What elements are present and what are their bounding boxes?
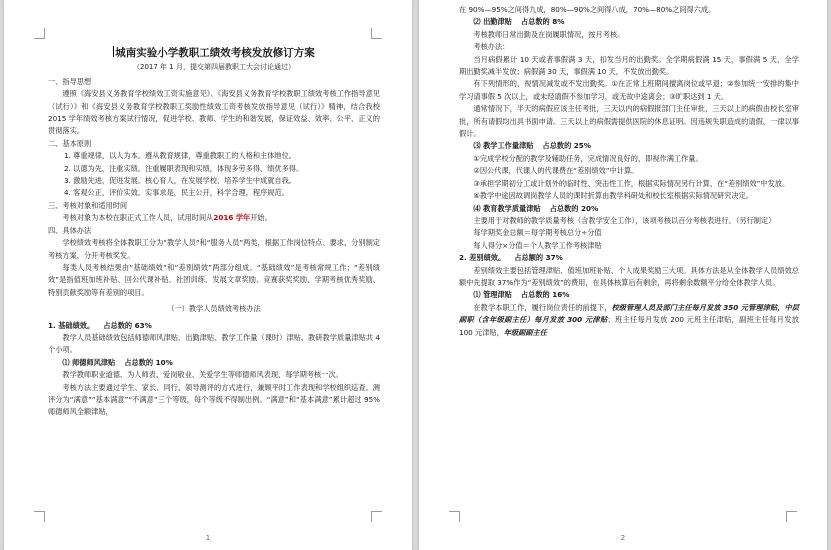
paragraph: 在教学本职工作，履行岗位责任的前提下，校级管理人员及部门主任每月发放 350 元管理津贴，中层副职（含年级副主任）每月发放 300 元津贴；班主任每月发放 200 元班主任津贴，副班主任每月发放 100 元津贴，年级副副主任 bbox=[459, 302, 799, 337]
paragraph: 考核办法： bbox=[473, 42, 510, 52]
paragraph: ②因公代课，代课人的代课费在“差别绩效”中计算。 bbox=[473, 166, 639, 176]
list-item: 2. 以德为先，注重实绩。注重履职表现和实绩，体现多劳多得、绩优多得。 bbox=[64, 163, 304, 173]
page-1-content[interactable] bbox=[48, 40, 380, 419]
paragraph: 通常情况下，半天的病假应该主任考批，三天以内的病假报部门主任审批，三天以上的病假由校长室审批，所有请假均出具书面申请。三天以上的病假需提供医院的休息证明。因违规失职造成的请假，一律以事假计。 bbox=[459, 104, 799, 139]
paragraph: ③承担学期初分工或计划外的临时性、突击性工作，根据实际情况另行计算，在“差别绩效”中发放。 bbox=[473, 178, 790, 188]
page-corner-mark bbox=[371, 511, 382, 522]
page-number: 1 bbox=[205, 534, 211, 542]
item-heading: ⑷ 教育教学质量津贴 占总数的 20% bbox=[473, 203, 599, 213]
paragraph: 每学期奖金总额＝每学期考核总分÷分值 bbox=[473, 228, 602, 238]
paragraph: 考核方法主要通过学生、家长、同行、领导测评的方式进行，兼顾平时工作表现和学校组织巡查。测评分为“满意”“基本满意”“不满意”三个等级，每个等级不得制出例。“满意”和“基本满意”累计超过 95%师德师风全额津贴， bbox=[48, 382, 380, 417]
item-heading: 2. 差别绩效。 占总额的 37% bbox=[459, 253, 563, 263]
paragraph: 学校绩效考核将全体教职工分为“教学人员”和“服务人员”两类，根据工作岗位特点、要求，分别制定考核方案，分开考核奖发。 bbox=[48, 238, 380, 260]
paragraph: 考核教师日常出勤及在岗履职情况，按月考核。 bbox=[473, 29, 625, 39]
item-heading: ⑴ 管理津贴 占总数的 16% bbox=[473, 290, 570, 300]
item-heading: ⑴ 师德师风津贴 占总数的 10% bbox=[62, 357, 173, 367]
section-heading: 二、基本原则 bbox=[48, 138, 92, 148]
paragraph: 遵照《海安县义务教育学校绩效工资实施意见》、《海安县义务教育学校教职工绩效考核工作指导意见（试行）》和《海安县义务教育学校教职工奖励性绩效工资考核发放指导意见（试行）》精神，结合我校 2015 学年绩效考核方案试行情况，促进学校、教师、学生的和谐发展，保证效益、效率、公平、正义的贯彻落实。 bbox=[48, 89, 380, 136]
list-item: 3. 激励先进，促进发展。核心育人，在发展学校、培养学生中成就自我。 bbox=[64, 176, 296, 186]
item-heading: ⑵ 出勤津贴 占总数的 8% bbox=[473, 17, 565, 27]
subsection-title: （一）教学人员绩效考核办法 bbox=[167, 304, 261, 314]
paragraph: 每人得分×分值＝个人教学工作考核津贴 bbox=[473, 240, 602, 250]
list-item: 4. 客观公正，评价实效。实事求是，民主公开，科学合理，程序规范。 bbox=[64, 188, 289, 198]
paragraph: 在 90%—95%之间得九成，80%—90%之间得八成，70%—80%之间得六成。 bbox=[459, 5, 716, 14]
paragraph: 当月病假累计 10 天或者事假满 3 天，扣发当月的出勤奖。全学期病假满 15 天，事假满 5 天，全学期出勤奖减半发放；病假满 30 天，事假满 10 天，不发放出勤奖。 bbox=[459, 54, 799, 77]
paragraph: 教学人员基础绩效包括师德师风津贴、出勤津贴、教学工作量（课时）津贴、教研教学质量津贴共 4 个小项。 bbox=[48, 332, 380, 355]
section-heading: 一、指导思想 bbox=[48, 76, 92, 86]
page-corner-mark bbox=[34, 28, 45, 39]
paragraph: 每类人员考核结果由“基础绩效”和“差别绩效”两部分组成。“基础绩效”是考核常规工作；“差别绩效”是指值班加班补贴、回公代课补贴、社团训练、发展文章奖励、竞赛获奖奖励、学期考核优秀奖励、特别贡献奖励等有差别的项目。 bbox=[48, 262, 380, 297]
item-heading: 1. 基础绩效。 占总数的 63% bbox=[48, 320, 152, 330]
paragraph: 考核对象为本校在职正式工作人员，试用时间从2016 学年开始。 bbox=[62, 213, 272, 223]
page-corner-mark bbox=[786, 511, 797, 522]
document-page-1 bbox=[4, 0, 412, 550]
page-number: 2 bbox=[620, 534, 626, 542]
paragraph: ①完成学校分配的教学及辅助任务，完成情况良好的，即视作满工作量。 bbox=[473, 153, 703, 163]
paragraph: 差别绩效主要包括管理津贴、值班加班补贴、个人成果奖励三大项。具体方法是从全体教学人员绩效总额中先提取 37%作为“差别绩效”的费用，在具体核算后有剩余，再将剩余数额平分给全体教学人员。 bbox=[459, 265, 799, 287]
paragraph: 有下列情形的，视情况减发或不发出勤奖。①在正常上班期间擅离岗位或早退；②参加统一安排的集中学习请事假 5 次以上，或未经请假不参加学习，或无故中途离会；③旷职达到 1 天。 bbox=[459, 79, 799, 101]
document-page-2 bbox=[419, 0, 827, 550]
paragraph: 主要用于对教师的教学质量考核（含教学安全工作），该项考核以百分考核表进行。（另行制定） bbox=[473, 215, 776, 225]
document-subtitle: （2017 年 1 月，提交第四届教职工大会讨论通过） bbox=[133, 63, 295, 72]
item-heading: ⑶ 教学工作量津贴 占总数的 25% bbox=[473, 141, 592, 151]
page-corner-mark bbox=[34, 511, 45, 522]
section-heading: 四、具体办法 bbox=[48, 225, 92, 235]
highlighted-year: 2016 学年 bbox=[213, 213, 251, 223]
list-item: 1. 尊重规律，以人为本。遵从教育规律，尊重教职工的人格和主体地位。 bbox=[64, 151, 296, 161]
page-2-content[interactable] bbox=[459, 4, 799, 339]
paragraph: ④教学中途因故调岗教学人员的课时折算由教学科研处和校长室根据实际情况研究决定。 bbox=[473, 191, 753, 201]
page-corner-mark bbox=[371, 28, 382, 39]
section-heading: 三、考核对象和适用时间 bbox=[48, 200, 128, 210]
paragraph: 教学教师职业道德、为人师表、爱岗敬业、关爱学生等师德师风表现，每学期考核一次。 bbox=[62, 370, 343, 380]
document-title: 城南实验小学教职工绩效考核发放修订方案 bbox=[115, 47, 315, 59]
page-corner-mark bbox=[449, 511, 460, 522]
